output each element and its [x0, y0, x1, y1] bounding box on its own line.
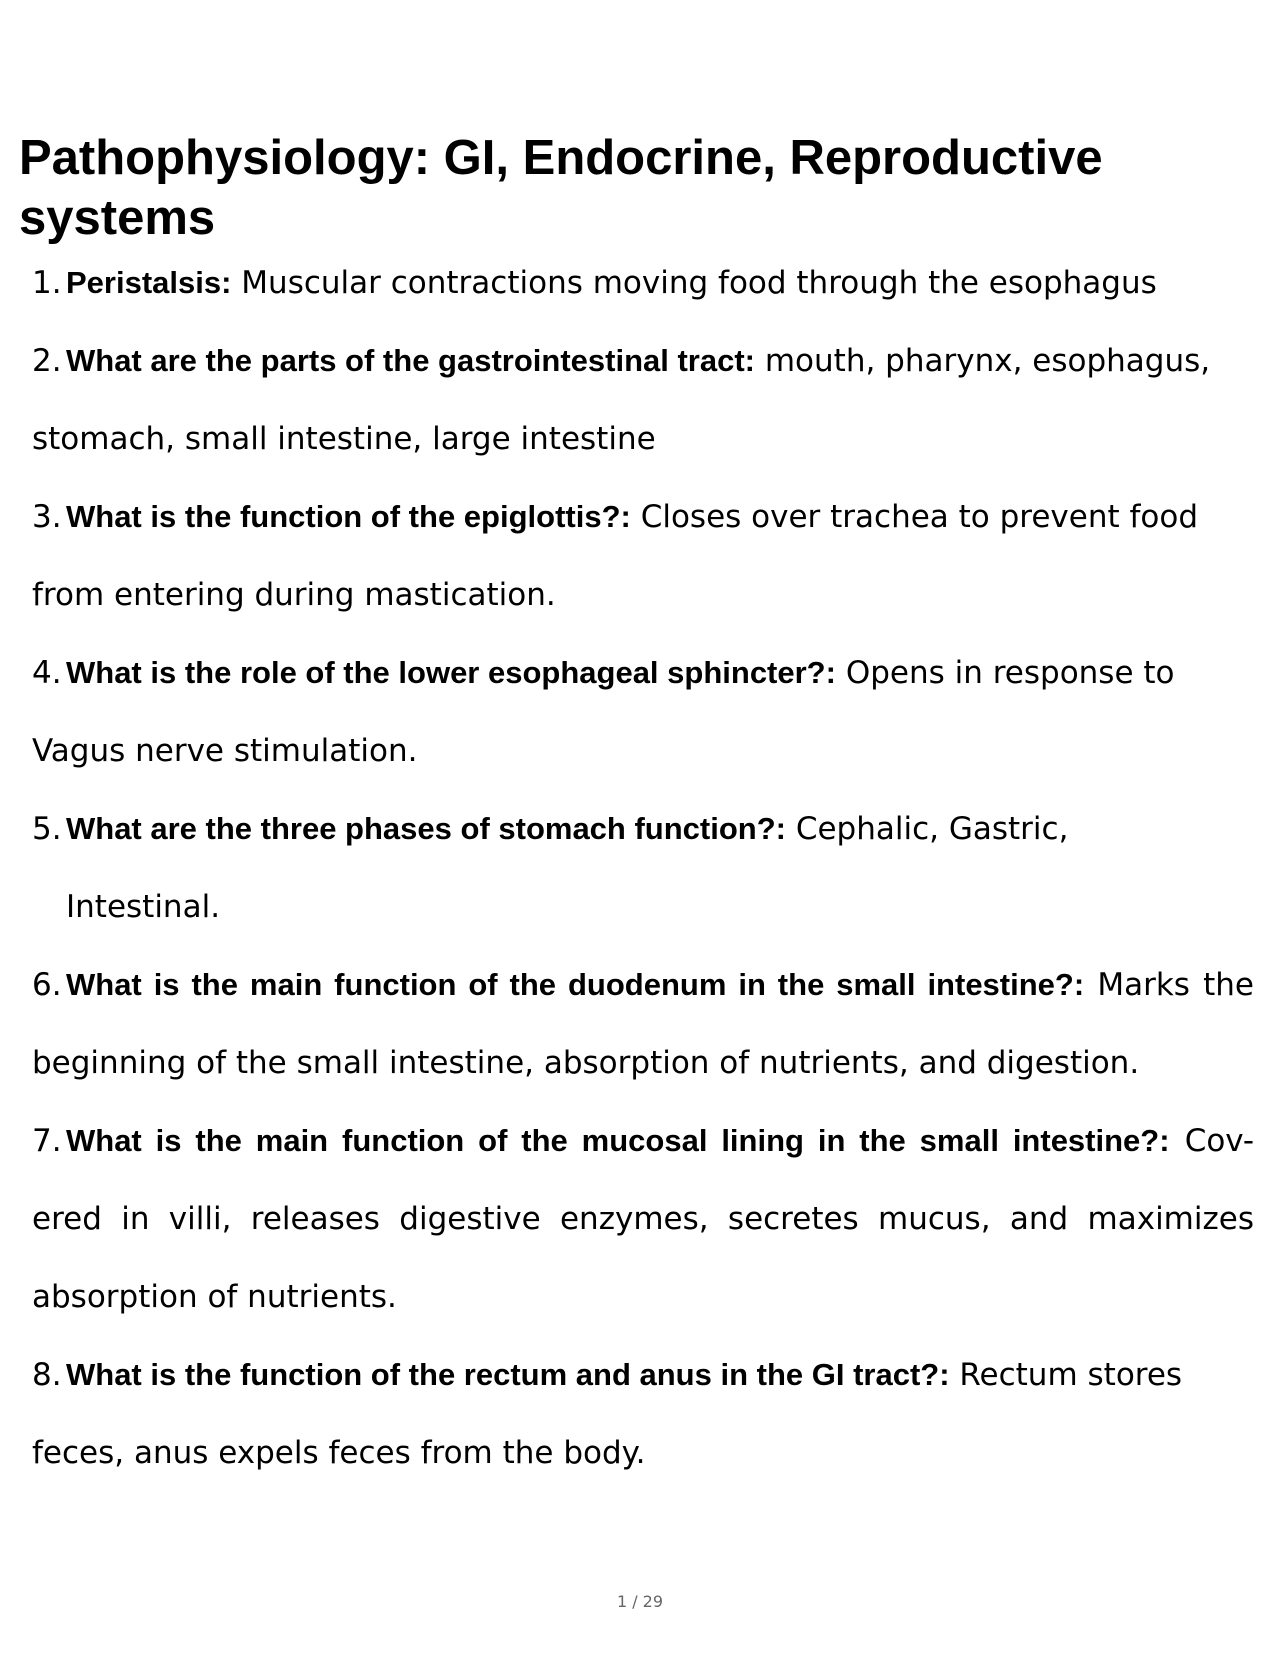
qa-list — [32, 244, 1254, 1492]
list-item — [32, 634, 1254, 790]
page-title: Pathophysiology: GI, Endocrine, Reproductive systems — [19, 131, 1103, 245]
item-number: 2. — [32, 343, 62, 379]
item-number: 7. — [32, 1123, 62, 1159]
list-item — [32, 790, 1254, 946]
list-item — [32, 946, 1254, 1102]
item-question: What is the role of the lower esophageal sphincter?: — [66, 655, 836, 690]
item-question: What are the three phases of stomach function?: — [66, 811, 786, 846]
list-item — [32, 244, 1254, 322]
item-answer: Cephalic, Gastric, — [795, 811, 1069, 847]
item-question: Peristalsis: — [66, 265, 232, 300]
item-number: 5. — [32, 811, 62, 847]
item-question: What is the main function of the mucosal lining in the small intestine?: — [66, 1123, 1170, 1158]
item-question: What is the function of the epiglottis?: — [66, 499, 631, 534]
item-number: 1. — [32, 265, 62, 301]
list-item — [32, 322, 1254, 478]
item-question: What is the main function of the duodenum in the small intestine?: — [66, 967, 1085, 1002]
item-question: What is the function of the rectum and anus in the GI tract?: — [66, 1357, 950, 1392]
item-answer: Rectum stores feces, anus expels feces from the body. — [32, 1357, 1183, 1471]
item-number: 6. — [32, 967, 62, 1003]
item-answer: Cov- ered in villi, releases digestive enzymes, secretes mucus, and maximizes absorption of nutrients. — [32, 1123, 1254, 1315]
item-answer-continued: Intestinal. — [66, 889, 221, 925]
item-answer: mouth, pharynx, esophagus, stomach, small intestine, large intestine — [32, 343, 1211, 457]
page-indicator: 1 / 29 — [616, 1592, 664, 1611]
item-answer: Marks the beginning of the small intestine, absorption of nutrients, and digestion. — [32, 967, 1254, 1081]
item-answer: Closes over trachea to prevent food from entering during mastication. — [32, 499, 1199, 613]
list-item — [32, 478, 1254, 634]
item-number: 8. — [32, 1357, 62, 1393]
list-item — [32, 1336, 1254, 1492]
list-item — [32, 1102, 1254, 1336]
item-number: 4. — [32, 655, 62, 691]
item-answer: Opens in response to Vagus nerve stimulation. — [32, 655, 1175, 769]
item-answer: Muscular contractions moving food through the esophagus — [241, 265, 1157, 301]
item-question: What are the parts of the gastrointestinal tract: — [66, 343, 755, 378]
item-number: 3. — [32, 499, 62, 535]
